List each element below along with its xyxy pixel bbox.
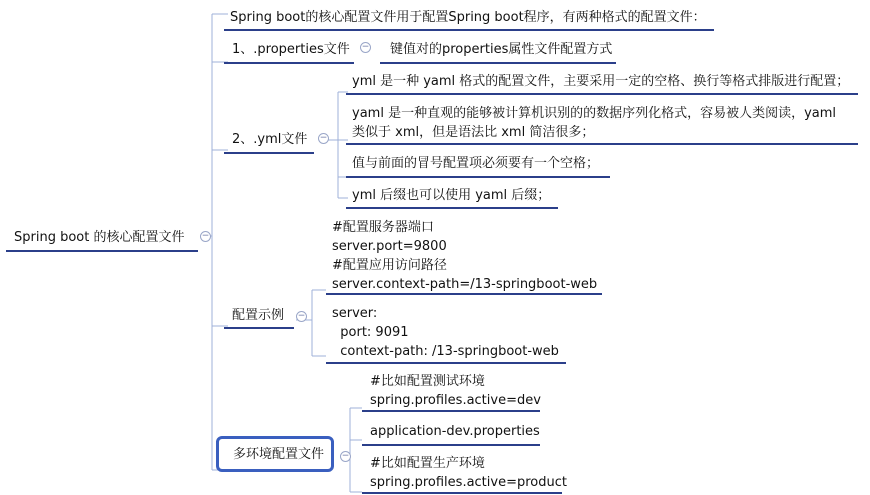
minus-circle-icon[interactable]: − [341,451,350,461]
yml-child-3-label: 值与前面的冒号配置项必须要有一个空格； [352,156,600,171]
minus-circle-icon[interactable]: − [319,133,328,143]
properties-child-node[interactable] [390,40,612,59]
example-branch-label: 配置示例 [232,308,285,323]
yml-branch-label: 2、.yml文件 [232,132,308,147]
env-dev-line-1: #比如配置测试环境 [370,374,485,389]
minus-circle-icon[interactable]: − [361,42,370,52]
properties-child-underline [380,62,616,64]
yml-child-2-underline [346,143,858,145]
env-product-underline [362,492,562,494]
yml-child-4-label: yml 后缀也可以使用 yaml 后缀； [352,188,551,203]
yml-child-1[interactable] [352,72,849,91]
env-product-line-1: #比如配置生产环境 [370,456,485,471]
yml-child-4-underline [346,207,558,209]
top-note-node[interactable] [230,8,706,27]
yml-branch-underline [224,152,314,154]
env-branch-label: 多环境配置文件 [233,447,325,462]
example-properties-underline [326,293,602,295]
top-note-underline [224,29,714,31]
properties-branch-label: 1、.properties文件 [232,42,350,57]
example-yml-line-2: port: 9091 [332,325,409,340]
yml-child-2-label: yaml 是一种直观的能够被计算机识别的的数据序列化格式，容易被人类阅读，yaml 类似于 xml，但是语法比 xml 简洁很多； [352,106,837,140]
root-node[interactable] [14,228,184,247]
properties-branch-underline [224,62,354,64]
yml-branch-node[interactable] [232,130,307,149]
yml-child-3[interactable] [352,154,599,173]
yml-child-4[interactable] [352,186,550,205]
env-file-label: application-dev.properties [370,424,540,439]
root-underline [6,250,198,252]
example-yml-line-1: server: [332,306,378,321]
example-yml-node[interactable] [332,304,559,361]
env-product-line-2: spring.profiles.active=product [370,475,567,490]
properties-child-label: 键值对的properties属性文件配置方式 [390,42,613,57]
minus-circle-icon[interactable]: − [201,231,210,241]
example-prop-line-3: #配置应用访问路径 [332,258,447,273]
example-yml-underline [326,362,566,364]
env-dev-underline [362,410,540,412]
yml-child-1-label: yml 是一种 yaml 格式的配置文件，主要采用一定的空格、换行等格式排版进行配置； [352,74,850,89]
yml-child-2[interactable] [352,104,852,142]
env-branch-node[interactable] [216,436,334,472]
minus-circle-icon[interactable]: − [297,311,306,321]
top-note-label: Spring boot的核心配置文件用于配置Spring boot程序，有两种格式的配置文件： [230,10,706,25]
example-prop-line-2: server.port=9800 [332,239,447,254]
example-yml-line-3: context-path: /13-springboot-web [332,344,559,359]
example-branch-underline [224,327,294,329]
env-file-underline [362,444,540,446]
env-product-node[interactable] [370,454,567,492]
env-file-node[interactable] [370,422,540,441]
example-branch-node[interactable] [232,306,284,325]
example-prop-line-1: #配置服务器端口 [332,220,434,235]
example-prop-line-4: server.context-path=/13-springboot-web [332,277,598,292]
example-properties-node[interactable] [332,218,597,294]
env-dev-node[interactable] [370,372,541,410]
env-dev-line-2: spring.profiles.active=dev [370,393,541,408]
yml-child-1-underline [346,93,858,95]
properties-branch-node[interactable] [232,40,350,59]
yml-child-3-underline [346,176,610,178]
root-label: Spring boot 的核心配置文件 [14,230,185,245]
